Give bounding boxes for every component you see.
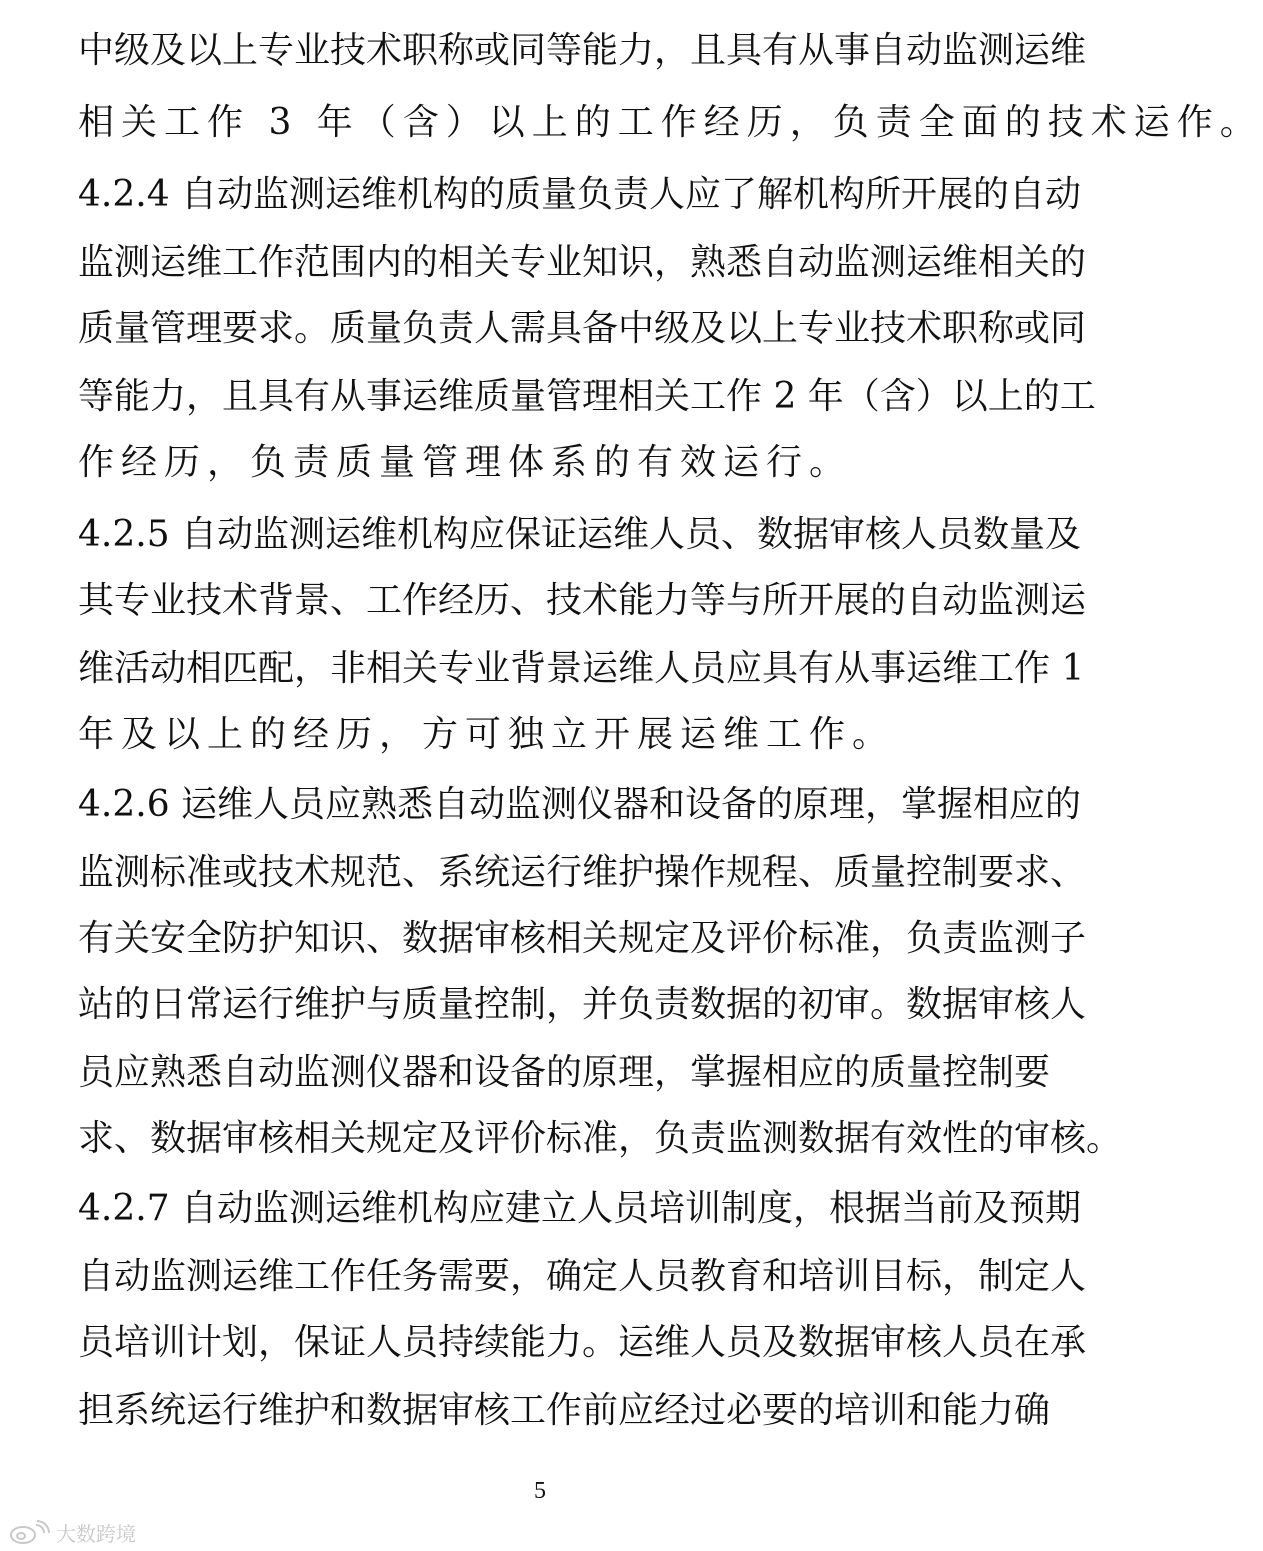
text-line: 有关安全防护知识、数据审核相关规定及评价标准，负责监测子 <box>78 918 1087 959</box>
weibo-logo-icon <box>8 1519 50 1545</box>
text-line: 员应熟悉自动监测仪器和设备的原理，掌握相应的质量控制要 <box>78 1052 1051 1093</box>
text-line: 站的日常运行维护与质量控制，并负责数据的初审。数据审核人 <box>78 984 1087 1025</box>
watermark-text: 大数跨境 <box>56 1521 136 1546</box>
text-line: 相关工作 3 年（含）以上的工作经历，负责全面的技术运作。 <box>78 102 1263 143</box>
text-line: 作经历，负责质量管理体系的有效运行。 <box>78 442 853 483</box>
watermark <box>8 1518 136 1546</box>
text-line: 监测标准或技术规范、系统运行维护操作规程、质量控制要求、 <box>78 852 1087 893</box>
text-line: 等能力，且具有从事运维质量管理相关工作 2 年（含）以上的工 <box>78 376 1096 417</box>
text-line: 4.2.7 自动监测运维机构应建立人员培训制度，根据当前及预期 <box>78 1188 1082 1229</box>
text-line: 其专业技术背景、工作经历、技术能力等与所开展的自动监测运 <box>78 580 1087 621</box>
text-line: 监测运维工作范围内的相关专业知识，熟悉自动监测运维相关的 <box>78 242 1087 283</box>
text-line: 年及以上的经历，方可独立开展运维工作。 <box>78 714 896 755</box>
text-line: 4.2.5 自动监测运维机构应保证运维人员、数据审核人员数量及 <box>78 514 1082 555</box>
page-number: 5 <box>534 1478 546 1504</box>
text-line: 4.2.6 运维人员应熟悉自动监测仪器和设备的原理，掌握相应的 <box>78 784 1082 825</box>
text-line: 员培训计划，保证人员持续能力。运维人员及数据审核人员在承 <box>78 1322 1087 1363</box>
text-line: 担系统运行维护和数据审核工作前应经过必要的培训和能力确 <box>78 1390 1051 1431</box>
text-line: 4.2.4 自动监测运维机构的质量负责人应了解机构所开展的自动 <box>78 174 1082 215</box>
text-line: 维活动相匹配，非相关专业背景运维人员应具有从事运维工作 1 <box>78 648 1085 689</box>
text-line: 质量管理要求。质量负责人需具备中级及以上专业技术职称或同 <box>78 308 1087 349</box>
text-line: 自动监测运维工作任务需要，确定人员教育和培训目标，制定人 <box>78 1256 1087 1297</box>
text-line: 求、数据审核相关规定及评价标准，负责监测数据有效性的审核。 <box>78 1118 1123 1159</box>
text-line: 中级及以上专业技术职称或同等能力，且具有从事自动监测运维 <box>78 30 1087 71</box>
